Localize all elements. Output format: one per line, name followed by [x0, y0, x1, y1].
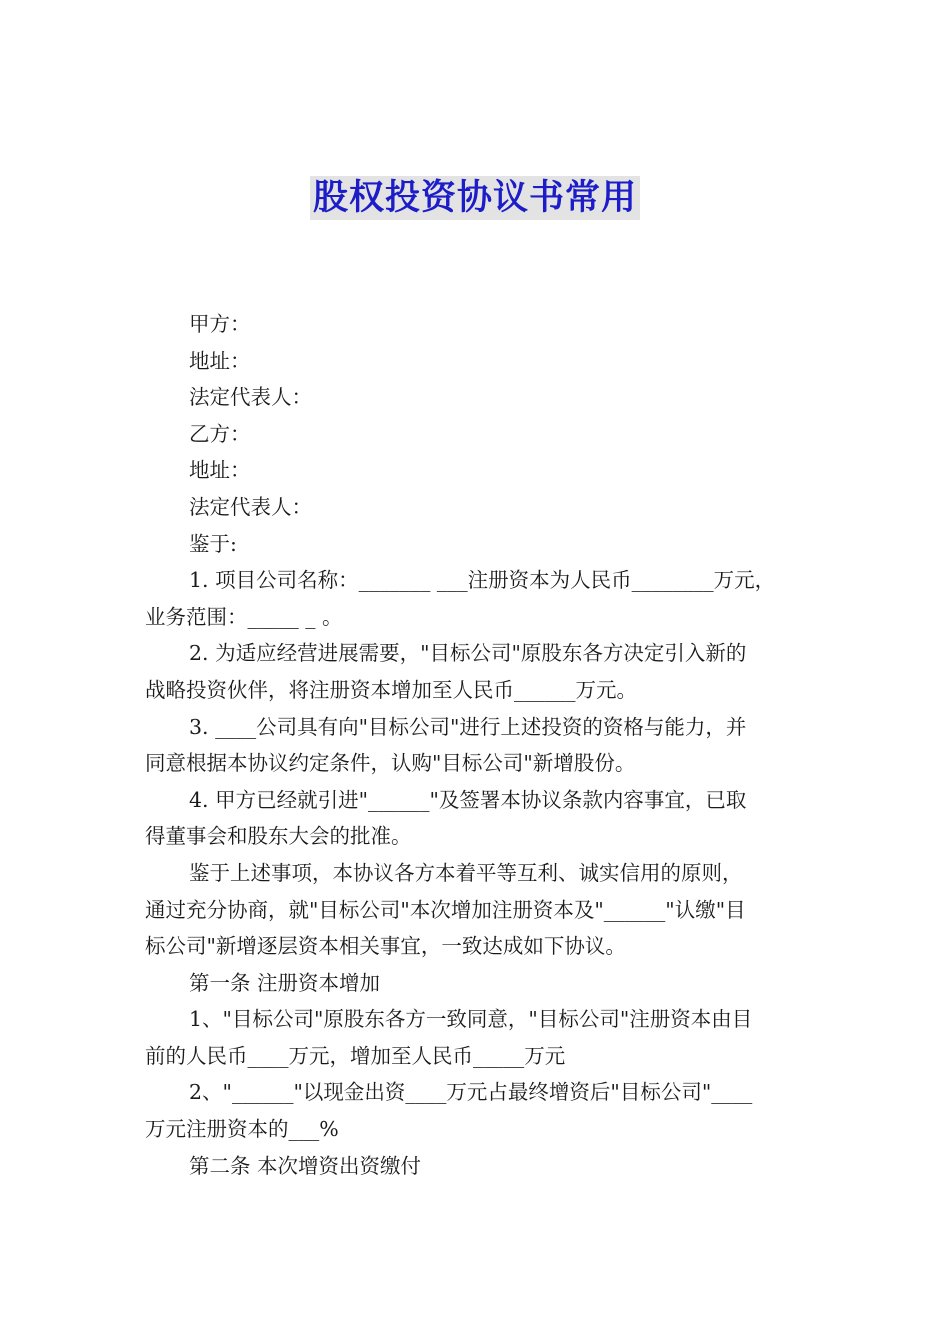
title-container — [0, 176, 950, 220]
text-line: 地址： — [189, 458, 251, 483]
text-line: 1、"目标公司"原股东各方一致同意，"目标公司"注册资本由目 — [189, 1007, 753, 1032]
text-line: 万元注册资本的___% — [145, 1117, 339, 1142]
document-title: 股权投资协议书常用 — [310, 176, 640, 220]
text-line: 得董事会和股东大会的批准。 — [145, 824, 412, 849]
text-line: 鉴于上述事项，本协议各方本着平等互利、诚实信用的原则， — [189, 860, 743, 885]
text-line: 地址： — [189, 348, 251, 373]
text-line: 标公司"新增逐层资本相关事宜，一致达成如下协议。 — [145, 934, 626, 959]
document-body — [145, 306, 813, 1184]
text-line: 业务范围：_____ _ 。 — [145, 604, 343, 629]
text-line: 2. 为适应经营进展需要，"目标公司"原股东各方决定引入新的 — [189, 641, 747, 666]
text-line: 甲方： — [189, 312, 251, 336]
text-line: 2、"______"以现金出资____万元占最终增资后"目标公司"____ — [189, 1080, 753, 1105]
text-line: 第二条 本次增资出资缴付 — [189, 1153, 422, 1178]
text-line: 战略投资伙伴，将注册资本增加至人民币______万元。 — [145, 677, 637, 702]
text-line: 前的人民币____万元，增加至人民币_____万元 — [145, 1043, 566, 1068]
text-line: 乙方： — [189, 421, 251, 446]
text-line: 法定代表人： — [189, 494, 312, 519]
text-line: 3. ____公司具有向"目标公司"进行上述投资的资格与能力，并 — [189, 714, 747, 739]
text-line: 通过充分协商，就"目标公司"本次增加注册资本及"______"认缴"目 — [145, 897, 746, 922]
text-line: 同意根据本协议约定条件，认购"目标公司"新增股份。 — [145, 751, 636, 776]
text-line: 4. 甲方已经就引进"______"及签署本协议条款内容事宜，已取 — [189, 787, 747, 812]
text-line: 第一条 注册资本增加 — [189, 970, 381, 995]
text-line: 1. 项目公司名称：_______ ___注册资本为人民币________万元， — [189, 568, 776, 593]
text-line: 鉴于: — [189, 531, 237, 556]
text-line: 法定代表人： — [189, 385, 312, 410]
